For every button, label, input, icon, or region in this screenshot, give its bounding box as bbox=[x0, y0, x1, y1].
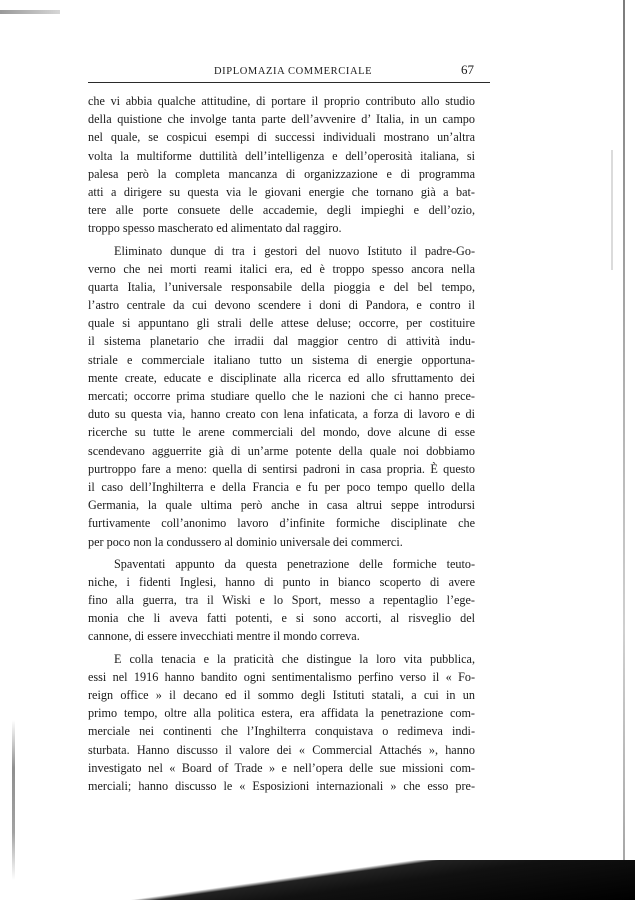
scan-artifact-right-mark bbox=[611, 150, 613, 270]
text-line: della quistione che involge tanta parte dell’avvenire d’ Italia, in un campo bbox=[88, 112, 475, 127]
text-line: niche, i fidenti Inglesi, hanno di punto in bianco scoperto di avere bbox=[88, 574, 475, 589]
text-line: Eliminato dunque di tra i gestori del nuovo Istituto il padre-Go- bbox=[114, 243, 475, 258]
text-line: volta la multiforme duttilità dell’intelligenza e dell’operosità italiana, si bbox=[88, 148, 475, 163]
text-line: Germania, la quale ultima però anche in casa altrui seppe introdursi bbox=[88, 498, 475, 513]
running-header-title: DIPLOMAZIA COMMERCIALE bbox=[214, 66, 373, 77]
paragraph bbox=[88, 650, 475, 796]
text-line: tere alle porte consuete delle accademie, degli impieghi e dell’ozio, bbox=[88, 203, 475, 218]
running-header bbox=[88, 60, 490, 83]
text-line: palesa però la completa mancanza di organizzazione e di programma bbox=[88, 166, 475, 181]
text-line: verno che nei morti reami italici era, ed è troppo spesso ancora nella bbox=[88, 261, 475, 276]
paragraph bbox=[88, 242, 475, 551]
text-line: duto su questa via, hanno creato con lena infaticata, a forza di lavoro e di bbox=[88, 407, 475, 422]
text-line: reign office » il decano ed il sommo degli Istituti statali, a cui in un bbox=[88, 688, 475, 702]
paragraph bbox=[88, 92, 475, 238]
scan-artifact-bottom-shadow bbox=[0, 860, 635, 900]
text-line: essi nel 1916 hanno bandito ogni sentimentalismo perfino verso il « Fo- bbox=[88, 669, 475, 684]
text-line: quale si appuntano gli strali delle attese deluse; occorre, per costituire bbox=[88, 316, 475, 331]
paragraph bbox=[88, 555, 475, 646]
text-line: cannone, di essere invecchiati mentre il mondo correva. bbox=[88, 629, 360, 644]
body-text bbox=[88, 92, 475, 799]
text-line: E colla tenacia e la praticità che distingue la loro vita pubblica, bbox=[114, 651, 475, 666]
text-line: investigato nel « Board of Trade » e nell’opera delle sue missioni com- bbox=[88, 760, 475, 775]
text-line: per poco non la condussero al dominio universale dei commerci. bbox=[88, 534, 403, 549]
text-line: l’astro centrale da cui devono scendere i doni di Pandora, e contro il bbox=[88, 298, 475, 313]
scan-artifact-right-edge bbox=[623, 0, 625, 900]
text-line: ricerche su tutte le arene commerciali del mondo, dove alcune di esse bbox=[88, 425, 475, 440]
text-line: monia che li aveva fatti potenti, e si sono accorti, al risveglio del bbox=[88, 611, 475, 626]
text-line: mente create, educate e disciplinate alla ricerca ed allo sfruttamento dei bbox=[88, 370, 475, 385]
text-line: merciale nei continenti che l’Inghilterra conquistava o redimeva indi- bbox=[88, 724, 475, 739]
text-line: che vi abbia qualche attitudine, di portare il proprio contributo allo studio bbox=[88, 94, 475, 108]
text-line: mercati; occorre prima studiare quello che le nazioni che ci hanno prece- bbox=[88, 389, 475, 403]
text-line: striale e commerciale italiano tutto un sistema di energie opportuna- bbox=[88, 352, 475, 367]
text-line: il sistema planetario che irradii dal maggior centro di attività indu- bbox=[88, 334, 475, 349]
text-line: merciali; hanno discusso le « Esposizioni internazionali » che esso pre- bbox=[88, 778, 475, 793]
text-line: furtivamente coll’anonimo lavoro d’infinite formiche disciplinate che bbox=[88, 516, 475, 531]
text-line: atti a dirigere su questa via le giovani energie che tornano già a bat- bbox=[88, 184, 475, 199]
scan-artifact-top bbox=[0, 10, 60, 14]
scan-artifact-left-edge bbox=[12, 720, 15, 880]
page-number: 67 bbox=[461, 62, 474, 77]
text-line: quarta Italia, l’universale responsabile della pioggia e del bel tempo, bbox=[88, 279, 475, 294]
text-line: Spaventati appunto da questa penetrazione delle formiche teuto- bbox=[114, 556, 475, 571]
text-line: troppo spesso mascherato ed alimentato dal raggiro. bbox=[88, 221, 342, 236]
text-line: scendevano agguerrite già di un’arme potente della quale noi dobbiamo bbox=[88, 443, 475, 458]
text-line: primo tempo, oltre alla politica estera, era affidata la penetrazione com- bbox=[88, 706, 475, 721]
text-line: nel quale, se cospicui esempi di successi individuali mostrano un’altra bbox=[88, 130, 475, 145]
text-line: sturbata. Hanno discusso il valore dei « Commercial Attachés », hanno bbox=[88, 742, 475, 757]
text-line: purtroppo fare a meno: quella di sentirsi padroni in casa propria. È questo bbox=[88, 461, 475, 476]
text-line: il caso dell’Inghilterra e della Francia e fu per poco tempo quello della bbox=[88, 479, 475, 494]
text-line: fino alla guerra, tra il Wiski e lo Sport, messo a repentaglio l’ege- bbox=[88, 593, 475, 608]
